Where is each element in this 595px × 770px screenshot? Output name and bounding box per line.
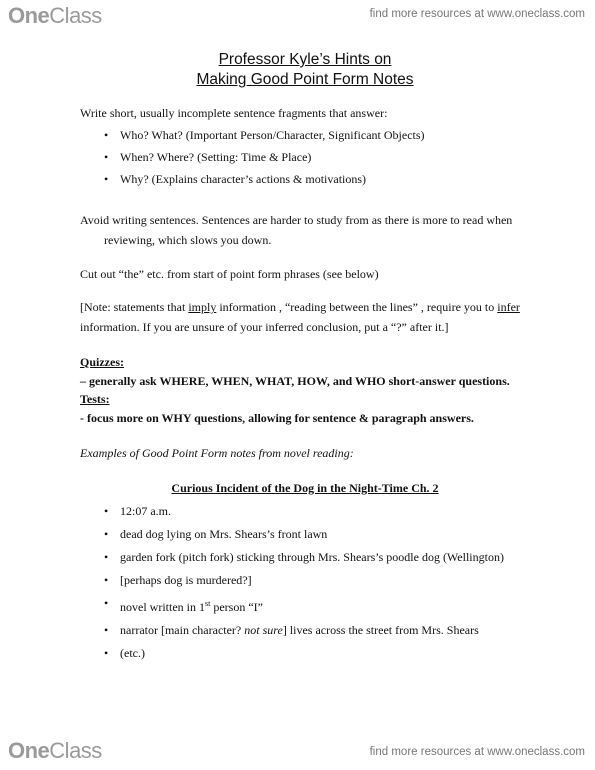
- quizzes-heading: Quizzes:: [80, 355, 124, 369]
- list-item: • Why? (Explains character’s actions & motivations): [80, 172, 530, 187]
- note-paragraph: [80, 300, 530, 335]
- person-text: person “I”: [210, 600, 263, 614]
- list-item: • [perhaps dog is murdered?]: [80, 573, 530, 588]
- note-line-2: information. If you are unsure of your inferred conclusion, put a “?” after it.]: [80, 320, 449, 334]
- list-item: • 12:07 a.m.: [80, 504, 530, 519]
- tests-text: - focus more on WHY questions, allowing for sentence & paragraph answers.: [80, 411, 474, 425]
- note-imply: imply: [188, 300, 217, 314]
- cutout-paragraph: Cut out “the” etc. from start of point form phrases (see below): [80, 267, 379, 281]
- narrator-text: ] lives across the street from Mrs. Shears: [282, 623, 479, 637]
- narrator-italic: not sure: [244, 623, 283, 637]
- page-title: [80, 50, 530, 90]
- person-superscript: st: [204, 599, 211, 608]
- note-text: information , “reading between the lines” , require you to: [216, 300, 498, 314]
- logo-one: One: [8, 3, 50, 28]
- list-item: • dead dog lying on Mrs. Shears’s front lawn: [80, 527, 530, 542]
- avoid-paragraph: [80, 213, 530, 248]
- narrator-text: narrator [main character?: [120, 623, 245, 637]
- examples-intro: Examples of Good Point Form notes from novel reading:: [80, 446, 354, 460]
- bottom-banner: [0, 734, 595, 770]
- document-page: [80, 44, 530, 661]
- list-item: • (etc.): [80, 646, 530, 661]
- oneclass-logo[interactable]: [8, 738, 102, 764]
- logo-one: One: [8, 738, 50, 763]
- list-item: • Who? What? (Important Person/Character, Significant Objects): [80, 128, 530, 143]
- note-infer: infer: [497, 300, 520, 314]
- title-line-2: Making Good Point Form Notes: [196, 71, 414, 88]
- intro-text: Write short, usually incomplete sentence fragments that answer:: [80, 106, 388, 120]
- novel-heading: Curious Incident of the Dog in the Night-Time Ch. 2: [171, 481, 439, 495]
- oneclass-logo[interactable]: [8, 3, 102, 29]
- novel-notes-list: [80, 504, 530, 661]
- logo-class: Class: [49, 3, 102, 28]
- list-item: • When? Where? (Setting: Time & Place): [80, 150, 530, 165]
- logo-class: Class: [49, 738, 102, 763]
- list-item: [80, 596, 530, 615]
- question-list: [80, 128, 530, 187]
- avoid-line-2: reviewing, which slows you down.: [104, 233, 272, 247]
- top-banner: [0, 0, 595, 36]
- list-item: [80, 623, 530, 638]
- tests-heading: Tests:: [80, 392, 110, 406]
- quizzes-text: – generally ask WHERE, WHEN, WHAT, HOW, and WHO short-answer questions.: [80, 374, 510, 388]
- person-text: novel written in 1: [120, 600, 205, 614]
- promo-link[interactable]: find more resources at www.oneclass.com: [369, 8, 585, 20]
- promo-link[interactable]: find more resources at www.oneclass.com: [369, 746, 585, 758]
- list-item: • garden fork (pitch fork) sticking through Mrs. Shears’s poodle dog (Wellington): [80, 550, 530, 565]
- note-text: [Note: statements that: [80, 300, 189, 314]
- title-line-1: Professor Kyle’s Hints on: [218, 51, 392, 68]
- avoid-line-1: Avoid writing sentences. Sentences are harder to study from as there is more to read when: [80, 213, 513, 227]
